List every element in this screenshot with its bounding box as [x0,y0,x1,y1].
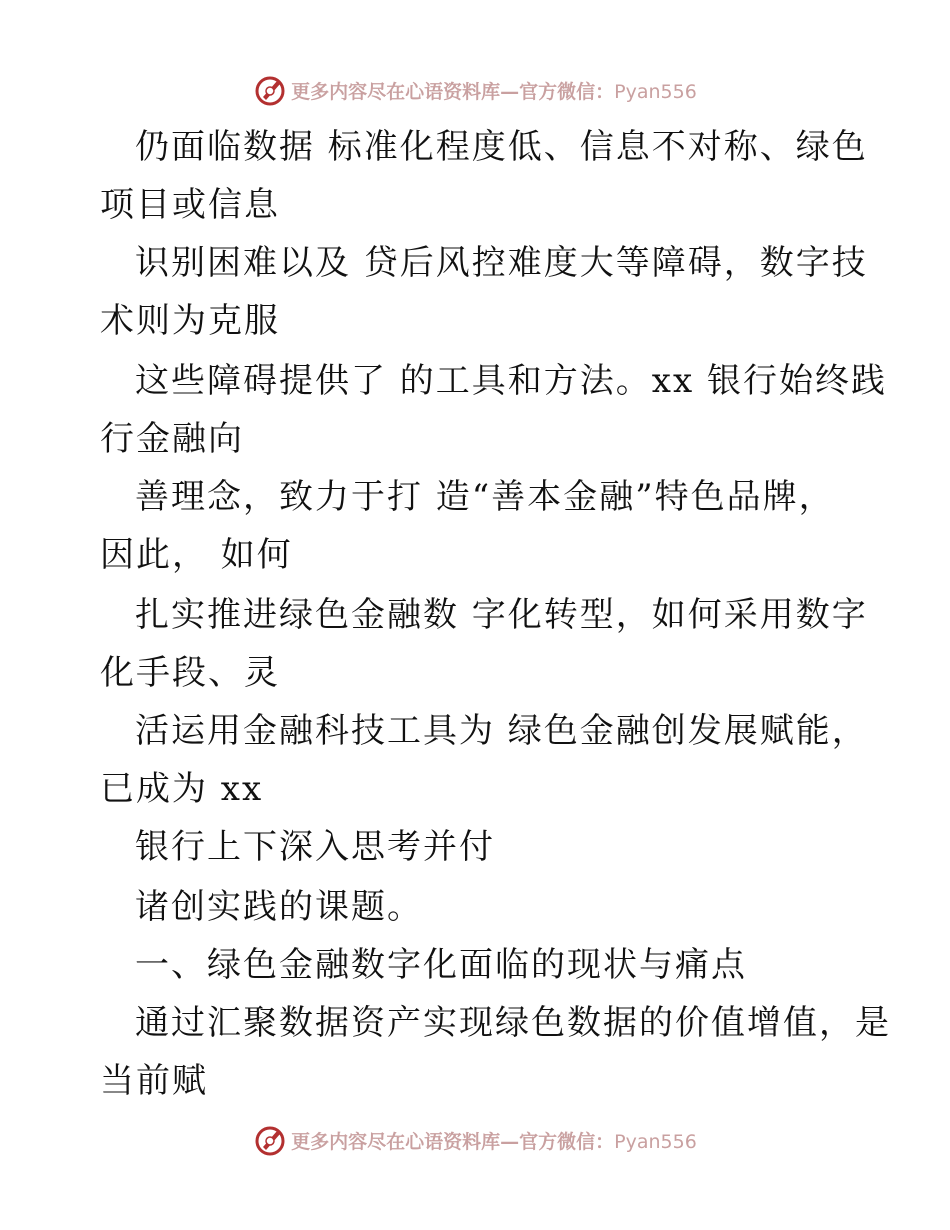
body-line: 银行上下深入思考并付 [135,827,495,867]
body-line: 项目或信息 [100,185,280,225]
pen-circle-logo-icon [253,1123,287,1157]
body-line: 通过汇聚数据资产实现绿色数据的价值增值，是 [135,1003,891,1043]
body-line: 化手段、灵 [100,653,280,693]
body-line: 术则为克服 [100,301,280,341]
body-line: 因此， 如何 [100,535,293,575]
header-banner-text: 更多内容尽在心语资料库—官方微信：Pyan556 [291,80,697,103]
body-line: 仍面临数据 标准化程度低、信息不对称、绿色 [135,127,868,167]
footer-banner-text: 更多内容尽在心语资料库—官方微信：Pyan556 [291,1130,697,1153]
body-line: 已成为 xx [100,769,264,809]
body-line: 行金融向 [100,419,244,459]
pen-circle-logo-icon [253,73,287,107]
body-line: 识别困难以及 贷后风控难度大等障碍，数字技 [135,243,868,283]
body-line: 扎实推进绿色金融数 字化转型，如何采用数字 [135,595,868,635]
section-heading: 一、绿色金融数字化面临的现状与痛点 [135,945,747,985]
body-line: 这些障碍提供了 的工具和方法。xx 银行始终践 [135,361,887,401]
body-line: 诸创实践的课题。 [135,887,423,927]
body-line: 当前赋 [100,1061,208,1101]
body-line: 善理念，致力于打 造“善本金融”特色品牌， [135,477,835,517]
header-banner [0,70,950,110]
footer-banner [0,1120,950,1160]
body-line: 活运用金融科技工具为 绿色金融创发展赋能， [135,711,868,751]
